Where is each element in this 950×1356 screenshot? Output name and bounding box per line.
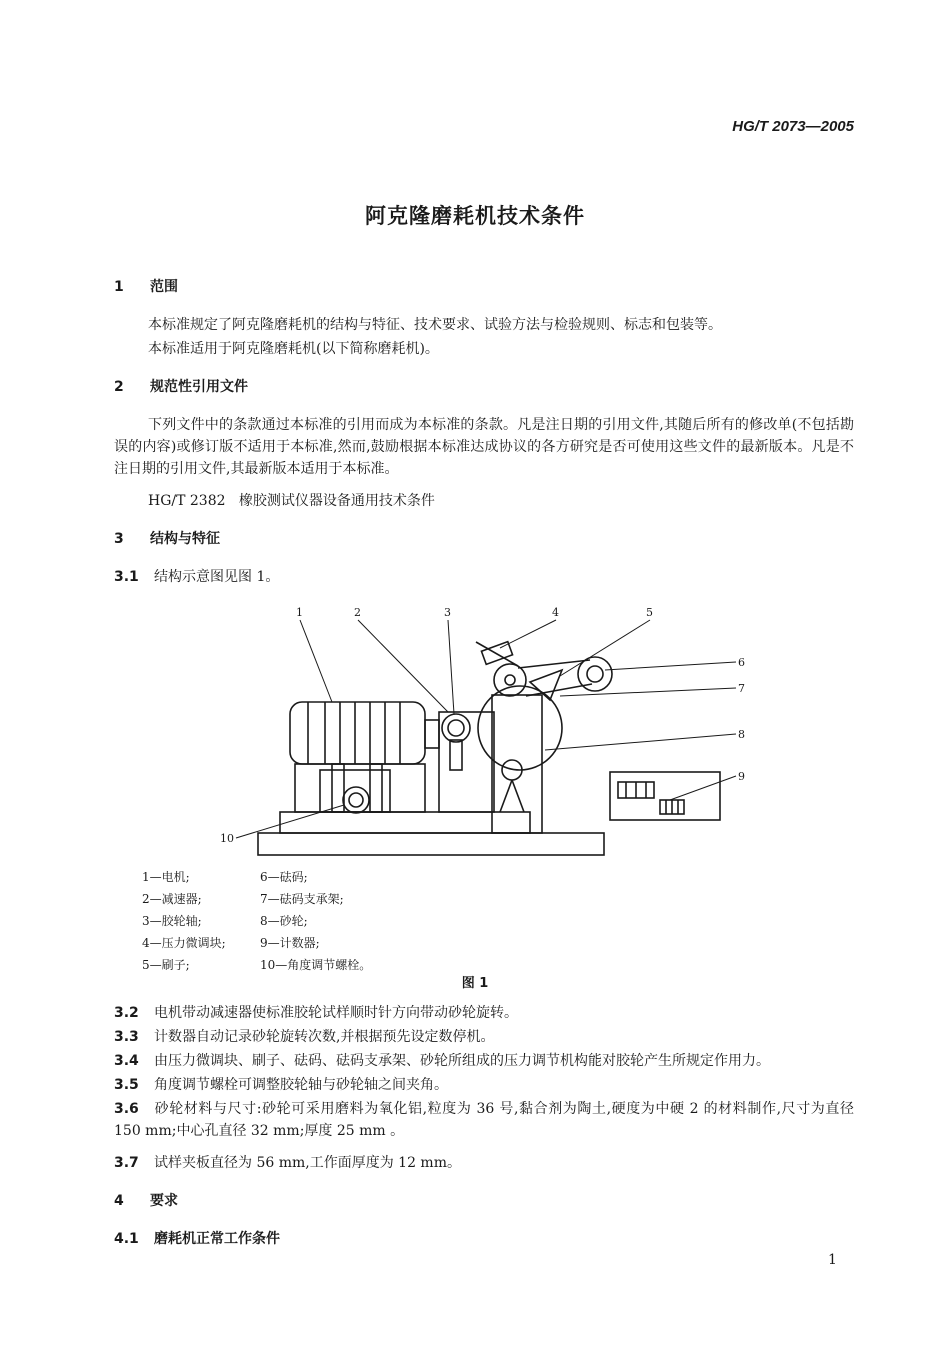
clause-3-1: [114, 566, 279, 586]
clause-text: 结构示意图见图 1。: [154, 569, 280, 585]
clause-text: 电机带动减速器使标准胶轮试样顺时针方向带动砂轮旋转。: [154, 1005, 518, 1021]
clause-text: 由压力微调块、刷子、砝码、砝码支承架、砂轮所组成的压力调节机构能对胶轮产生所规定作用力。: [154, 1053, 770, 1069]
rubber-wheel-shaft: [442, 714, 470, 742]
legend-item: 7—砝码支承架;: [260, 892, 344, 906]
figure-label-10: 10: [220, 832, 234, 845]
page-number: 1: [828, 1252, 837, 1268]
legend-item: 4—压力微调块;: [142, 936, 226, 950]
legend-item: 9—计数器;: [260, 936, 320, 950]
clause-4-1-heading: [114, 1228, 280, 1248]
section-number: 2: [114, 379, 124, 395]
legend-item: 5—刷子;: [142, 958, 190, 972]
section-1-paragraph-2: 本标准适用于阿克隆磨耗机(以下简称磨耗机)。: [148, 341, 439, 357]
normative-reference: HG/T 2382 橡胶测试仪器设备通用技术条件: [148, 493, 435, 509]
standard-code: HG/T 2073—2005: [732, 118, 854, 135]
section-number: 1: [114, 279, 124, 295]
clause-3-3: [114, 1026, 494, 1046]
section-title: 范围: [150, 279, 178, 295]
figure-1-diagram: [200, 600, 760, 865]
figure-label-6: 6: [738, 656, 745, 669]
angle-bolt: [343, 787, 369, 813]
figure-label-3: 3: [444, 606, 451, 619]
legend-item: 6—砝码;: [260, 870, 308, 884]
section-1-heading: [114, 276, 178, 296]
clause-title: 磨耗机正常工作条件: [154, 1231, 280, 1247]
clause-3-4: [114, 1050, 770, 1070]
figure-label-4: 4: [552, 606, 559, 619]
section-3-heading: [114, 528, 220, 548]
clause-number: 3.2: [114, 1005, 139, 1021]
clause-number: 3.3: [114, 1029, 139, 1045]
rubber-wheel-housing: [439, 712, 494, 812]
section-1-paragraph-1: 本标准规定了阿克隆磨耗机的结构与特征、技术要求、试验方法与检验规则、标志和包装等。: [148, 317, 722, 333]
motor-body: [290, 702, 425, 764]
clause-text: 砂轮材料与尺寸:砂轮可采用磨料为氧化铝,粒度为 36 号,黏合剂为陶土,硬度为中硬 2 的材料制作,尺寸为直径 150 mm;中心孔直径 32 mm;厚度 25 mm 。: [114, 1101, 854, 1139]
clause-number: 3.7: [114, 1155, 139, 1171]
section-number: 4: [114, 1193, 124, 1209]
base-plate: [258, 833, 604, 855]
clause-text: 计数器自动记录砂轮旋转次数,并根据预先设定数停机。: [154, 1029, 495, 1045]
legend-item: 8—砂轮;: [260, 914, 308, 928]
clause-number: 3.5: [114, 1077, 139, 1093]
figure-label-8: 8: [738, 728, 745, 741]
section-2-heading: [114, 376, 248, 396]
clause-number: 3.4: [114, 1053, 139, 1069]
document-title: 阿克隆磨耗机技术条件: [365, 204, 585, 228]
figure-label-9: 9: [738, 770, 745, 783]
clause-3-2: [114, 1002, 518, 1022]
clause-3-5: [114, 1074, 448, 1094]
figure-legend-left: [142, 866, 226, 976]
section-number: 3: [114, 531, 124, 547]
clause-3-6: [114, 1098, 854, 1142]
clause-3-7: [114, 1152, 461, 1172]
figure-label-7: 7: [738, 682, 745, 695]
section-title: 要求: [150, 1193, 178, 1209]
legend-item: 2—减速器;: [142, 892, 202, 906]
clause-number: 4.1: [114, 1231, 139, 1247]
legend-item: 10—角度调节螺栓。: [260, 958, 372, 972]
clause-number: 3.1: [114, 569, 139, 585]
section-title: 规范性引用文件: [150, 379, 248, 395]
section-title: 结构与特征: [150, 531, 220, 547]
section-2-paragraph: 下列文件中的条款通过本标准的引用而成为本标准的条款。凡是注日期的引用文件,其随后所有的修改单(不包括勘误的内容)或修订版不适用于本标准,然而,鼓励根据本标准达成协议的各方研究是否可使用这些文件的最新版本。凡是不注日期的引用文件,其最新版本适用于本标准。: [114, 417, 854, 477]
figure-legend-right: [260, 866, 371, 976]
figure-caption: 图 1: [461, 976, 489, 991]
figure-label-1: 1: [296, 606, 303, 619]
figure-label-5: 5: [646, 606, 653, 619]
clause-text: 角度调节螺栓可调整胶轮轴与砂轮轴之间夹角。: [154, 1077, 448, 1093]
section-4-heading: [114, 1190, 178, 1210]
figure-label-2: 2: [354, 606, 361, 619]
clause-number: 3.6: [114, 1101, 139, 1117]
legend-item: 1—电机;: [142, 870, 190, 884]
clause-text: 试样夹板直径为 56 mm,工作面厚度为 12 mm。: [154, 1155, 461, 1171]
pivot-top: [494, 664, 526, 696]
legend-item: 3—胶轮轴;: [142, 914, 202, 928]
